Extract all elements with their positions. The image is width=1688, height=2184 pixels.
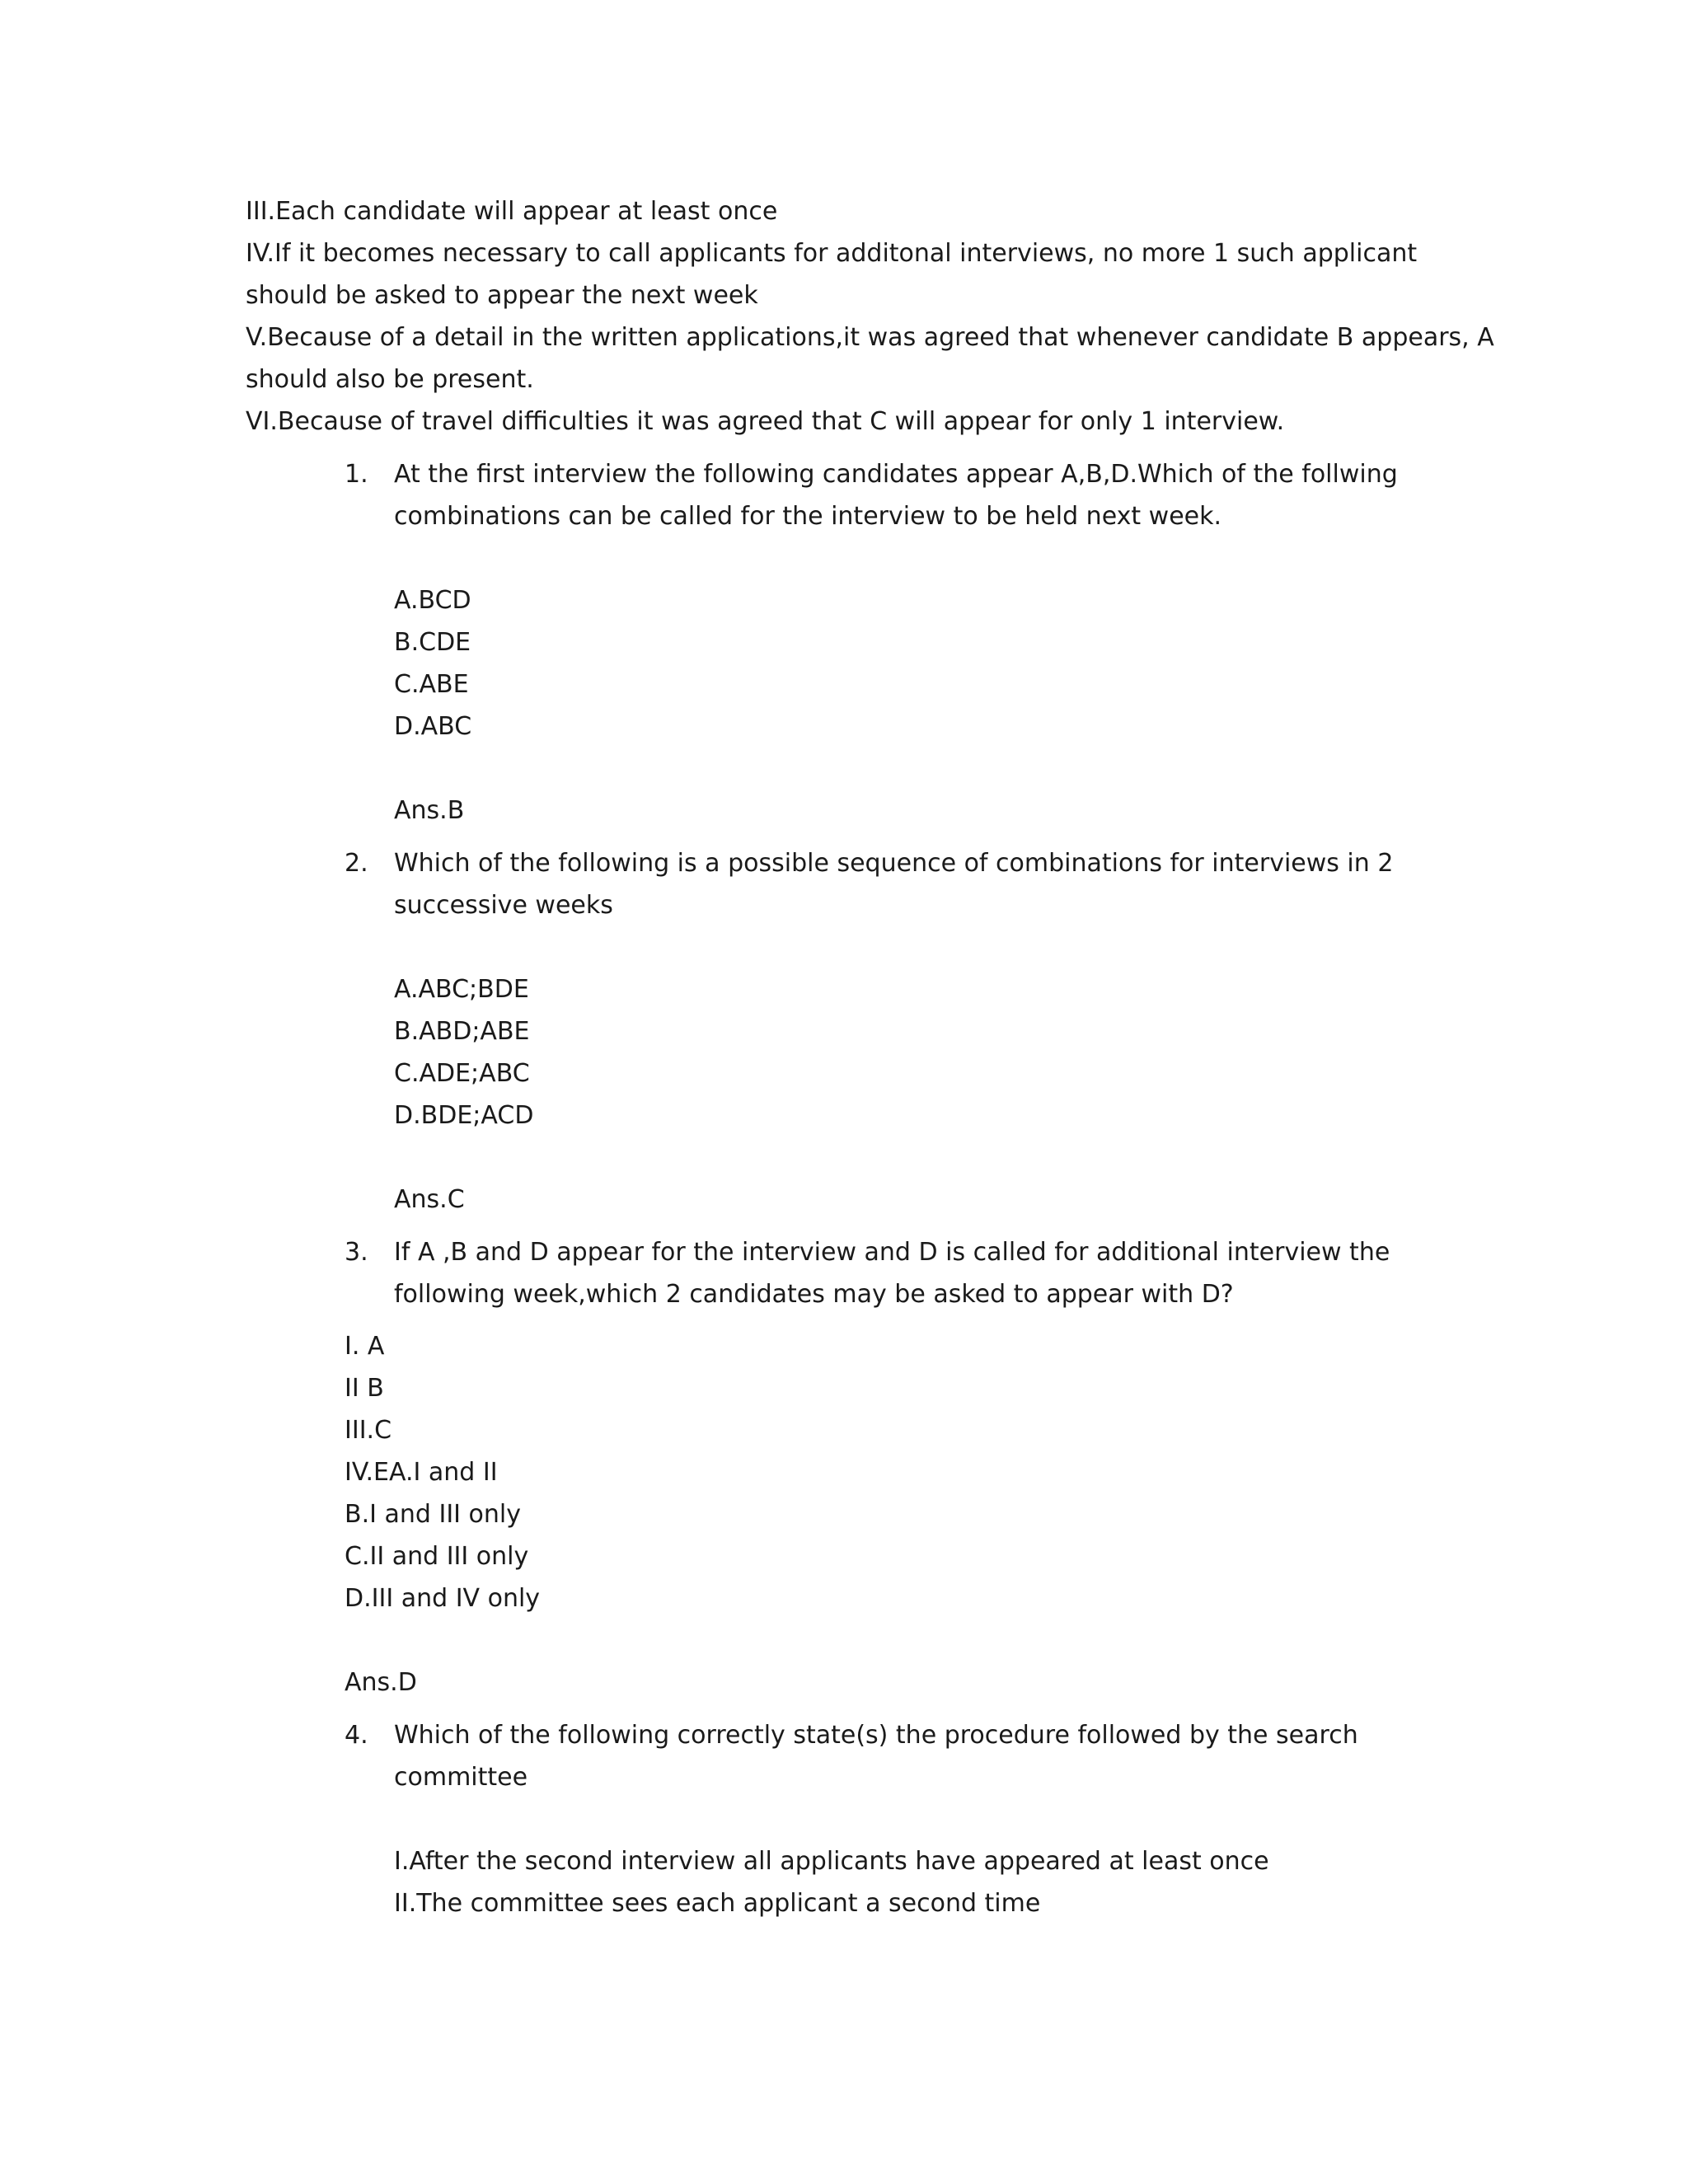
answer-option: D.III and IV only [345, 1584, 541, 1613]
answer-option: III.C [345, 1416, 392, 1445]
condition-line: V.Because of a detail in the written applications,it was agreed that whenever candidate B appears, A [246, 323, 1494, 352]
question-text: following week,which 2 candidates may be asked to appear with D? [394, 1280, 1234, 1309]
question-text: At the first interview the following candidates appear A,B,D.Which of the follwing [394, 460, 1398, 489]
answer-option: D.ABC [394, 712, 472, 741]
answer-option: I. A [345, 1332, 385, 1361]
answer-option: D.BDE;ACD [394, 1101, 534, 1130]
answer-key: Ans.D [345, 1668, 417, 1697]
answer-key: Ans.B [394, 796, 465, 825]
answer-option: A.BCD [394, 586, 471, 615]
answer-option: IV.EA.I and II [345, 1458, 498, 1487]
answer-option: C.II and III only [345, 1542, 529, 1571]
condition-line: should also be present. [246, 365, 534, 394]
answer-option: C.ADE;ABC [394, 1059, 530, 1088]
question-number: 3. [345, 1238, 368, 1267]
statement-item: II.The committee sees each applicant a second time [394, 1889, 1041, 1918]
answer-option: B.I and III only [345, 1500, 522, 1529]
answer-option: C.ABE [394, 670, 469, 699]
answer-option: II B [345, 1374, 384, 1403]
condition-line: VI.Because of travel difficulties it was agreed that C will appear for only 1 interview. [246, 407, 1285, 436]
question-text: Which of the following is a possible sequence of combinations for interviews in 2 [394, 849, 1394, 878]
condition-line: IV.If it becomes necessary to call applicants for additonal interviews, no more 1 such applicant [246, 239, 1418, 268]
question-text: committee [394, 1763, 528, 1792]
question-text: If A ,B and D appear for the interview and D is called for additional interview the [394, 1238, 1390, 1267]
question-number: 2. [345, 849, 368, 878]
answer-option: B.CDE [394, 628, 471, 657]
question-number: 4. [345, 1721, 368, 1750]
question-text: successive weeks [394, 891, 613, 920]
answer-key: Ans.C [394, 1185, 465, 1214]
question-text: Which of the following correctly state(s) the procedure followed by the search [394, 1721, 1358, 1750]
answer-option: A.ABC;BDE [394, 975, 529, 1004]
question-text: combinations can be called for the interview to be held next week. [394, 502, 1222, 531]
statement-item: I.After the second interview all applicants have appeared at least once [394, 1847, 1269, 1876]
question-number: 1. [345, 460, 368, 489]
answer-option: B.ABD;ABE [394, 1017, 530, 1046]
condition-line: III.Each candidate will appear at least once [246, 197, 778, 226]
condition-line: should be asked to appear the next week [246, 281, 758, 310]
